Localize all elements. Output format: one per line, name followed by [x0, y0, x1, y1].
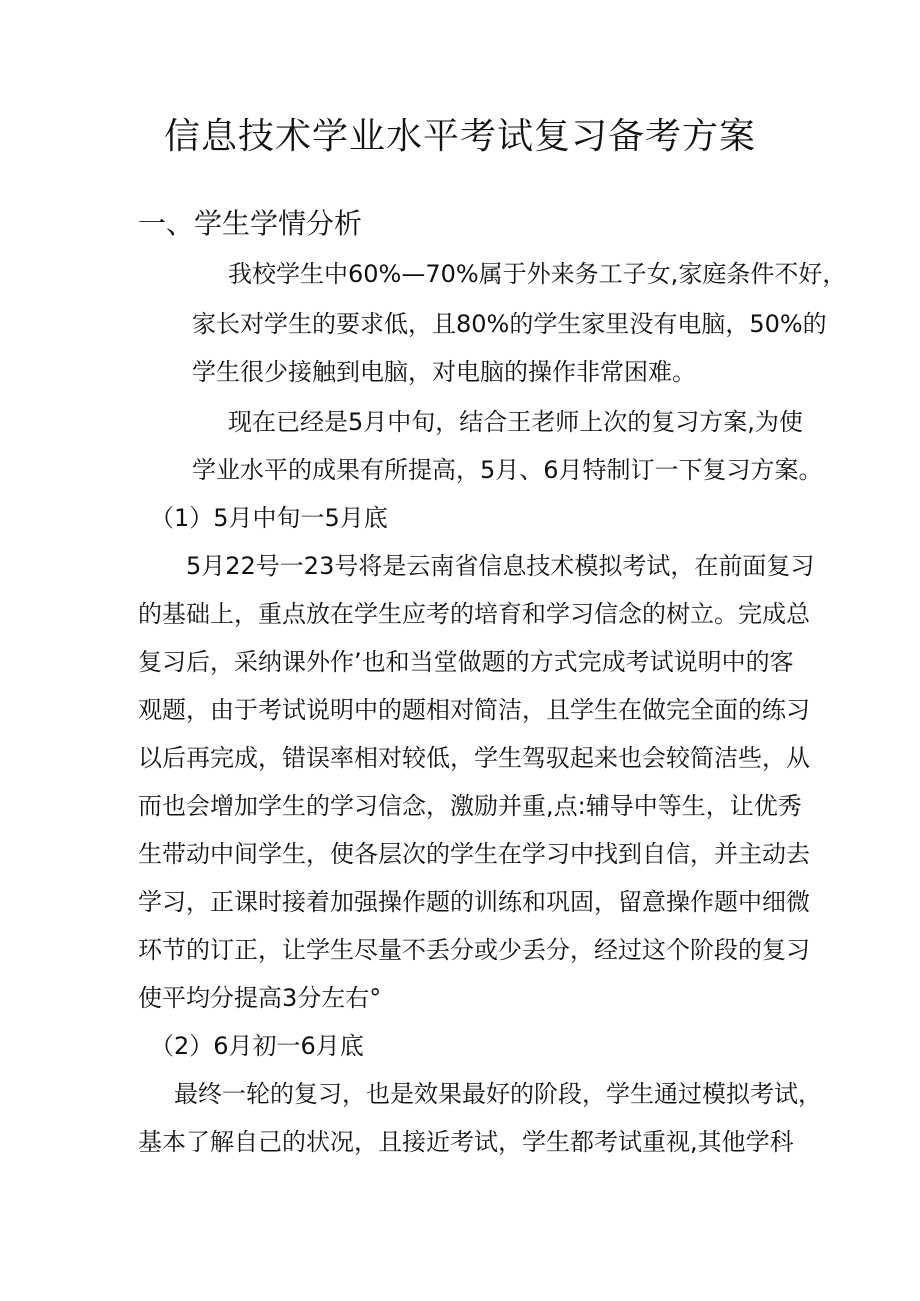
paragraph-line: 学习，正课时接着加强操作题的训练和巩固，留意操作题中细微 — [138, 888, 810, 916]
paragraph-line: 现在已经是5月中旬，结合王老师上次的复习方案,为使 — [228, 408, 803, 436]
section-heading-student-analysis: 一、学生学情分析 — [138, 207, 363, 240]
paragraph-line: 家长对学生的要求低，且80%的学生家里没有电脑，50%的 — [192, 310, 827, 338]
subsection-heading-may: （1）5月中旬一5月底 — [150, 504, 388, 532]
paragraph-line: 基本了解自己的状况，且接近考试，学生都考试重视,其他学科 — [138, 1128, 794, 1156]
paragraph-line: 而也会增加学生的学习信念，激励并重,点:辅导中等生，让优秀 — [138, 792, 802, 820]
paragraph-line: 的基础上，重点放在学生应考的培育和学习信念的树立。完成总 — [138, 600, 810, 628]
paragraph-line: 我校学生中60%—70%属于外来务工子女,家庭条件不好， — [228, 260, 847, 288]
paragraph-line: 以后再完成，错误率相对较低，学生驾驭起来也会较简洁些，从 — [138, 744, 810, 772]
document-title: 信息技术学业水平考试复习备考方案 — [163, 116, 756, 157]
paragraph-line: 使平均分提高3分左右° — [138, 984, 382, 1012]
paragraph-line: 学业水平的成果有所提高，5月、6月特制订一下复习方案。 — [192, 456, 823, 484]
subsection-heading-june: （2）6月初一6月底 — [150, 1032, 364, 1060]
paragraph-line: 最终一轮的复习，也是效果最好的阶段，学生通过模拟考试， — [174, 1080, 822, 1108]
paragraph-line: 学生很少接触到电脑，对电脑的操作非常困难。 — [192, 358, 696, 386]
paragraph-line: 环节的订正，让学生尽量不丢分或少丢分，经过这个阶段的复习 — [138, 936, 810, 964]
paragraph-line: 5月22号一23号将是云南省信息技术模拟考试，在前面复习 — [186, 552, 815, 580]
paragraph-line: 观题，由于考试说明中的题相对简洁，且学生在做完全面的练习 — [138, 696, 810, 724]
paragraph-line: 生带动中间学生，使各层次的学生在学习中找到自信，并主动去 — [138, 840, 810, 868]
paragraph-line: 复习后，采纳课外作’也和当堂做题的方式完成考试说明中的客 — [138, 648, 794, 676]
